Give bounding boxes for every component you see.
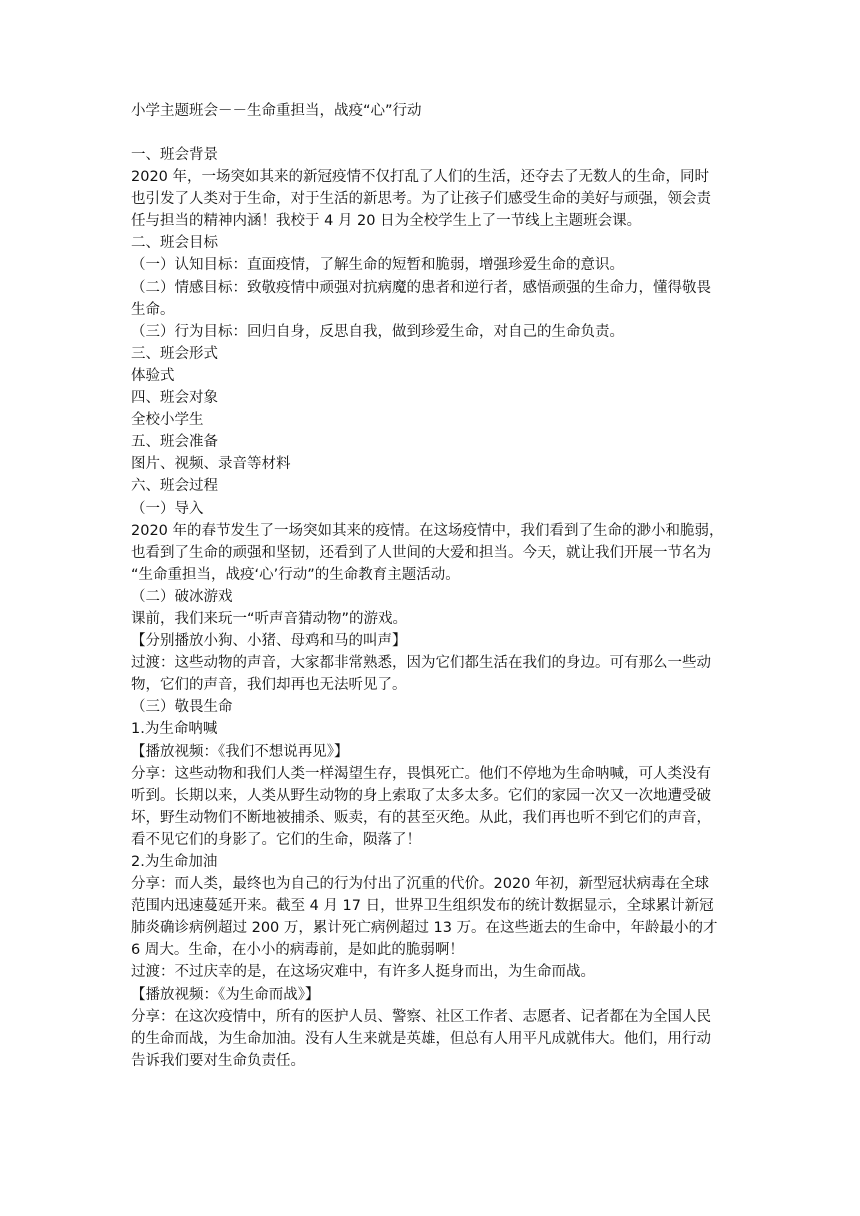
text-line: （三）行为目标：回归自身，反思自我，做到珍爱生命，对自己的生命负责。 [131, 323, 624, 340]
text-line: （三）敬畏生命 [131, 699, 233, 716]
section-heading: 三、班会形式 [131, 345, 218, 362]
section-heading: 一、班会背景 [131, 147, 218, 163]
text-line: 【播放视频：《为生命而战》】 [131, 986, 320, 1003]
text-line: 全校小学生 [131, 412, 204, 429]
text-line: 体验式 [131, 367, 175, 384]
paragraph-line: 告诉我们要对生命负责任。 [131, 1052, 305, 1069]
paragraph-line: 2020 年，一场突如其来的新冠疫情不仅打乱了人们的生活，还夺去了无数人的生命，同时 [131, 169, 710, 186]
paragraph-line: 分享：这些动物和我们人类一样渴望生存，畏惧死亡。他们不停地为生命呐喊，可人类没有 [131, 765, 711, 782]
text-line: 过渡：不过庆幸的是，在这场灾难中，有许多人挺身而出，为生命而战。 [131, 964, 595, 981]
document-title: 小学主题班会－－生命重担当，战疫“心”行动 [131, 103, 422, 119]
paragraph-line: 分享：在这次疫情中，所有的医护人员、警察、社区工作者、志愿者、记者都在为全国人民 [131, 1008, 711, 1025]
paragraph-line: 物，它们的声音，我们却再也无法听见了。 [131, 677, 407, 694]
paragraph-line: 任与担当的精神内涵！我校于 4 月 20 日为全校学生上了一节线上主题班会课。 [131, 213, 642, 230]
paragraph-line: 肺炎确诊病例超过 200 万，累计死亡病例超过 13 万。在这些逝去的生命中，年龄最小的才 [131, 920, 718, 937]
paragraph-line: 坏，野生动物们不断地被捕杀、贩卖，有的甚至灭绝。从此，我们再也听不到它们的声音， [131, 809, 711, 826]
paragraph-line: 分享：而人类，最终也为自己的行为付出了沉重的代价。2020 年初，新型冠状病毒在全球 [131, 876, 710, 893]
section-heading: 五、班会准备 [131, 434, 218, 451]
paragraph-line: 看不见它们的身影了。它们的生命，陨落了！ [131, 831, 421, 848]
paragraph-line: 的生命而战，为生命加油。没有人生来就是英雄，但总有人用平凡成就伟大。他们，用行动 [131, 1030, 711, 1047]
text-line: 1.为生命呐喊 [131, 721, 218, 738]
document-body [131, 144, 731, 1072]
paragraph-line: 也引发了人类对于生命，对于生活的新思考。为了让孩子们感受生命的美好与顽强，领会责 [131, 191, 711, 208]
paragraph-line: （二）情感目标：致敬疫情中顽强对抗病魔的患者和逆行者，感悟顽强的生命力，懂得敬畏 [131, 279, 711, 296]
section-heading: 二、班会目标 [131, 235, 218, 252]
text-line: 图片、视频、录音等材料 [131, 456, 291, 473]
paragraph-line: “生命重担当，战疫‘心’行动”的生命教育主题活动。 [131, 566, 460, 583]
paragraph-line: 范围内迅速蔓延开来。截至 4 月 17 日，世界卫生组织发布的统计数据显示，全球累计新冠 [131, 898, 714, 915]
section-heading: 六、班会过程 [131, 478, 218, 495]
paragraph-line: 过渡：这些动物的声音，大家都非常熟悉，因为它们都生活在我们的身边。可有那么一些动 [131, 655, 711, 672]
text-line: 2.为生命加油 [131, 854, 218, 870]
paragraph-line: 6 周大。生命，在小小的病毒前，是如此的脆弱啊！ [131, 942, 464, 959]
text-line: （一）认知目标：直面疫情，了解生命的短暂和脆弱，增强珍爱生命的意识。 [131, 257, 624, 274]
text-line: 【播放视频：《我们不想说再见》】 [131, 743, 349, 760]
document-page [131, 100, 731, 1072]
section-heading: 四、班会对象 [131, 390, 218, 407]
paragraph-line: 听到。长期以来，人类从野生动物的身上索取了太多太多。它们的家园一次又一次地遭受破 [131, 787, 711, 804]
paragraph-line: 也看到了生命的顽强和坚韧，还看到了人世间的大爱和担当。今天，就让我们开展一节名为 [131, 544, 711, 561]
text-line: （二）破冰游戏 [131, 588, 233, 605]
text-line: 课前，我们来玩一“听声音猜动物”的游戏。 [131, 610, 408, 627]
paragraph-line: 2020 年的春节发生了一场突如其来的疫情。在这场疫情中，我们看到了生命的渺小和脆弱， [131, 522, 724, 539]
text-line: 【分别播放小狗、小猪、母鸡和马的叫声】 [131, 633, 407, 650]
text-line: （一）导入 [131, 500, 204, 517]
paragraph-line: 生命。 [131, 301, 175, 318]
